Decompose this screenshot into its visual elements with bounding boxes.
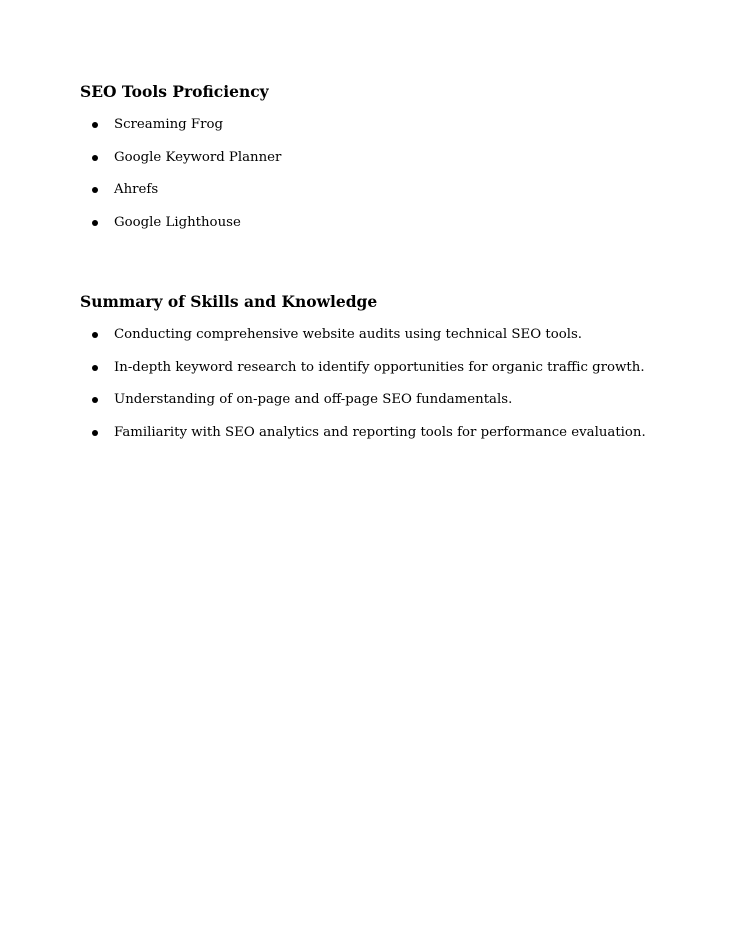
list-item — [80, 326, 680, 344]
list-item-text: Screaming Frog — [114, 117, 223, 132]
section-seo-tools — [80, 82, 680, 246]
list-item — [80, 391, 680, 409]
list-item — [80, 214, 680, 232]
bullet-icon — [92, 365, 98, 371]
list-item-text: In-depth keyword research to identify opportunities for organic traffic growth. — [114, 359, 645, 375]
section-heading: Summary of Skills and Knowledge — [80, 292, 378, 311]
bullet-icon — [92, 397, 98, 403]
list-item — [80, 181, 680, 199]
list-item-text: Ahrefs — [114, 182, 159, 197]
list-item — [80, 424, 680, 442]
section-skills-summary — [80, 292, 680, 456]
bullet-list — [80, 116, 680, 232]
list-item-text: Google Lighthouse — [114, 214, 241, 230]
list-item — [80, 149, 680, 167]
bullet-list — [80, 326, 680, 442]
list-item — [80, 116, 680, 134]
bullet-icon — [92, 187, 98, 193]
bullet-icon — [92, 122, 98, 128]
bullet-icon — [92, 155, 98, 161]
bullet-icon — [92, 220, 98, 226]
bullet-icon — [92, 332, 98, 338]
bullet-icon — [92, 430, 98, 436]
section-heading: SEO Tools Proficiency — [80, 82, 269, 101]
list-item-text: Familiarity with SEO analytics and reporting tools for performance evaluation. — [114, 424, 646, 440]
list-item — [80, 359, 680, 377]
list-item-text: Google Keyword Planner — [114, 149, 282, 165]
list-item-text: Conducting comprehensive website audits using technical SEO tools. — [114, 327, 583, 342]
list-item-text: Understanding of on-page and off-page SEO fundamentals. — [114, 392, 513, 407]
